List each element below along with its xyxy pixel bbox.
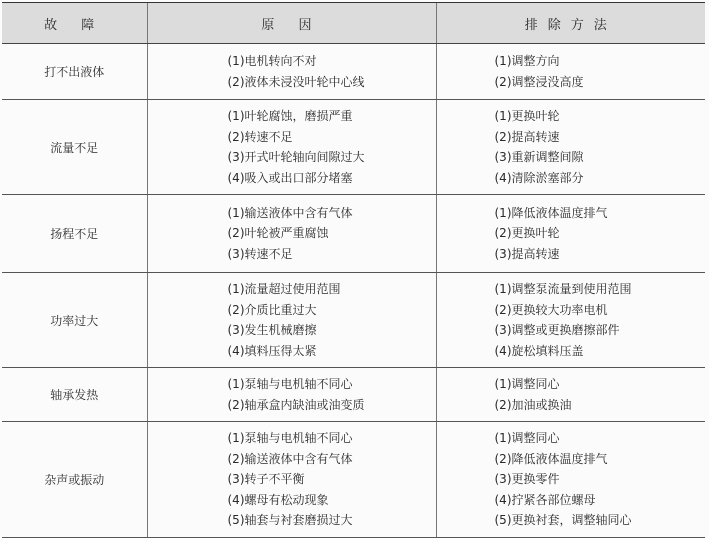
table-row xyxy=(2,422,705,538)
fault-cell: 杂声或振动 xyxy=(2,422,147,538)
cause-item: (3)开式叶轮轴向间隙过大 xyxy=(227,150,365,164)
cause-item: (1)泵轴与电机轴不同心 xyxy=(227,431,353,446)
remedy-item: (3)更换零件 xyxy=(494,472,560,487)
header-row xyxy=(2,3,705,44)
header-remedy: 排除方法 xyxy=(436,3,705,44)
fault-cell: 流量不足 xyxy=(2,100,147,195)
cause-item: (2)轴承盒内缺油或油变质 xyxy=(227,397,365,412)
remedy-item: (2)降低液体温度排气 xyxy=(494,451,608,466)
remedy-item: (1)调整同心 xyxy=(494,377,560,391)
table-row xyxy=(2,273,705,368)
header-cause: 原 因 xyxy=(147,3,436,44)
table-row xyxy=(2,100,705,195)
table-row xyxy=(2,44,705,100)
cause-item: (2)介质比重过大 xyxy=(227,302,317,317)
remedy-item: (2)提高转速 xyxy=(494,129,560,144)
remedy-item: (2)调整浸没高度 xyxy=(494,74,584,89)
fault-cell: 功率过大 xyxy=(2,273,147,368)
table-row xyxy=(2,368,705,422)
remedy-item: (3)调整或更换磨擦部件 xyxy=(494,323,620,337)
cause-item: (2)液体未浸没叶轮中心线 xyxy=(227,74,365,89)
remedy-item: (1)更换叶轮 xyxy=(494,109,560,123)
remedy-item: (1)调整泵流量到使用范围 xyxy=(494,282,632,296)
cause-item: (4)螺母有松动现象 xyxy=(227,492,329,507)
remedy-item: (1)调整方向 xyxy=(494,54,560,68)
remedy-item: (4)清除淤塞部分 xyxy=(494,170,584,185)
cause-item: (5)轴套与衬套磨损过大 xyxy=(227,513,353,528)
cause-item: (1)泵轴与电机轴不同心 xyxy=(227,377,353,391)
cause-item: (1)电机转向不对 xyxy=(227,54,317,68)
table-row xyxy=(2,195,705,273)
remedy-item: (5)更换衬套，调整轴同心 xyxy=(494,513,632,528)
cause-cell xyxy=(147,44,436,100)
cause-item: (2)输送液体中含有气体 xyxy=(227,451,353,466)
cause-item: (3)转速不足 xyxy=(227,246,293,261)
cause-item: (2)叶轮被严重腐蚀 xyxy=(227,226,329,241)
cause-item: (2)转速不足 xyxy=(227,129,293,144)
remedy-cell xyxy=(436,195,705,273)
cause-item: (1)流量超过使用范围 xyxy=(227,282,341,296)
cause-item: (3)发生机械磨擦 xyxy=(227,323,317,337)
remedy-item: (2)更换较大功率电机 xyxy=(494,302,608,317)
remedy-item: (4)拧紧各部位螺母 xyxy=(494,492,596,507)
troubleshooting-table xyxy=(2,3,705,538)
fault-cell: 轴承发热 xyxy=(2,368,147,422)
fault-cell: 打不出液体 xyxy=(2,44,147,100)
cause-cell xyxy=(147,195,436,273)
remedy-cell xyxy=(436,273,705,368)
cause-item: (4)填料压得太紧 xyxy=(227,343,317,358)
cause-cell xyxy=(147,368,436,422)
header-fault: 故 障 xyxy=(2,3,147,44)
remedy-cell xyxy=(436,100,705,195)
remedy-cell xyxy=(436,422,705,538)
cause-item: (4)吸入或出口部分堵塞 xyxy=(227,170,353,185)
remedy-item: (2)加油或换油 xyxy=(494,397,572,412)
remedy-item: (2)更换叶轮 xyxy=(494,226,560,241)
remedy-cell xyxy=(436,368,705,422)
remedy-item: (3)提高转速 xyxy=(494,246,560,261)
cause-cell xyxy=(147,422,436,538)
remedy-cell xyxy=(436,44,705,100)
cause-item: (1)输送液体中含有气体 xyxy=(227,205,353,220)
remedy-item: (4)旋松填料压盖 xyxy=(494,343,584,358)
table-body xyxy=(2,44,705,538)
cause-cell xyxy=(147,100,436,195)
cause-item: (1)叶轮腐蚀，磨损严重 xyxy=(227,109,353,123)
fault-cell: 扬程不足 xyxy=(2,195,147,273)
cause-item: (3)转子不平衡 xyxy=(227,472,305,487)
cause-cell xyxy=(147,273,436,368)
remedy-item: (1)调整同心 xyxy=(494,431,560,446)
remedy-item: (1)降低液体温度排气 xyxy=(494,205,608,220)
remedy-item: (3)重新调整间隙 xyxy=(494,150,584,164)
